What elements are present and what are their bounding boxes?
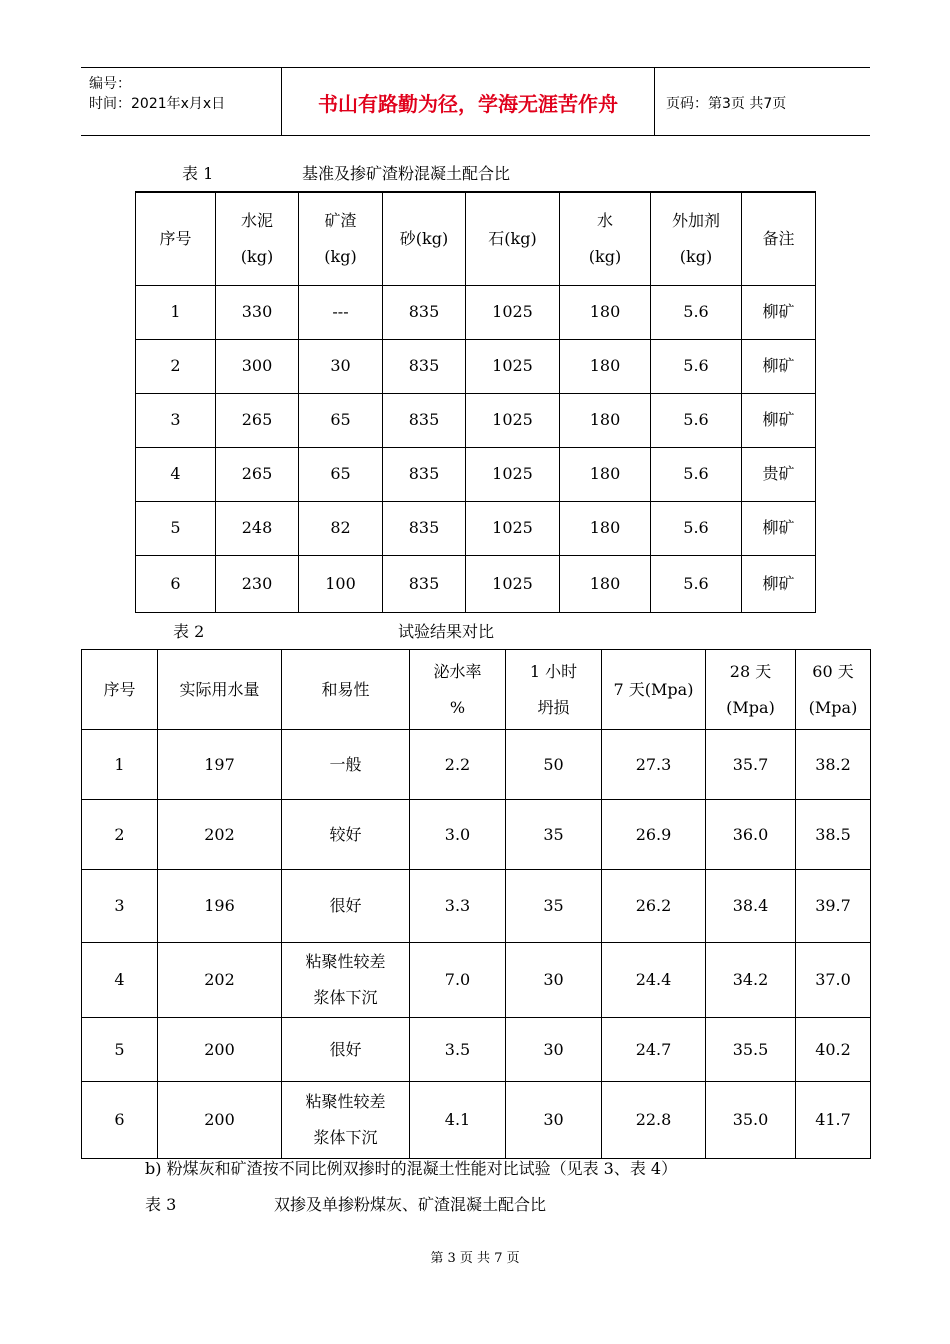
table-cell: 330 xyxy=(216,285,299,339)
table-cell-line: 3.5 xyxy=(444,1039,471,1059)
header-cell-line: 序号 xyxy=(159,228,192,248)
table-cell xyxy=(410,730,506,800)
table-cell xyxy=(706,800,796,870)
header-page-info: 页码：第3页 共7页 xyxy=(666,95,787,112)
table-cell: 835 xyxy=(383,339,466,393)
time-label: 时间：2021年x月x日 xyxy=(89,96,226,112)
header-cell-line: (kg) xyxy=(679,246,713,266)
table-cell-line: 3.0 xyxy=(444,824,471,844)
table-cell-line: 38.4 xyxy=(732,896,769,915)
table-cell: 柳矿 xyxy=(742,393,816,447)
header-cell xyxy=(299,192,383,285)
table-row xyxy=(136,447,816,501)
table-cell-line: 196 xyxy=(204,896,235,915)
table-cell-line: 41.7 xyxy=(815,1110,851,1129)
table-cell xyxy=(282,1018,410,1082)
table-cell: 1 xyxy=(136,285,216,339)
table-cell xyxy=(706,943,796,1018)
mix-proportion-table xyxy=(135,191,816,613)
header-cell-line: 1 小时 xyxy=(529,661,578,681)
table1-caption-title: 基准及掺矿渣粉混凝土配合比 xyxy=(302,164,511,183)
header-cell-line: 水 xyxy=(596,210,613,230)
header-cell xyxy=(651,192,742,285)
table-cell xyxy=(158,943,282,1018)
table-row xyxy=(136,555,816,612)
table-cell-line: 6 xyxy=(114,1110,125,1129)
table-cell xyxy=(282,943,410,1018)
table-cell xyxy=(282,800,410,870)
table-cell xyxy=(506,870,602,943)
table-cell: 4 xyxy=(136,447,216,501)
table-cell xyxy=(796,870,871,943)
header-cell-line: (kg) xyxy=(324,246,357,266)
table-cell: 65 xyxy=(299,393,383,447)
table-cell xyxy=(82,1082,158,1159)
table-cell xyxy=(706,1082,796,1159)
table-cell-line: 39.7 xyxy=(815,896,851,915)
table-row xyxy=(136,393,816,447)
table-cell: 5.6 xyxy=(651,339,742,393)
header-cell xyxy=(560,192,651,285)
header-cell-line: (kg) xyxy=(588,246,622,266)
table-cell: 180 xyxy=(560,447,651,501)
table-cell xyxy=(602,943,706,1018)
header-cell xyxy=(602,650,706,730)
table-cell-line: 5 xyxy=(114,1039,125,1059)
table-cell: 835 xyxy=(383,393,466,447)
table-cell xyxy=(602,1082,706,1159)
header-cell xyxy=(410,650,506,730)
table-cell-line: 2.2 xyxy=(444,754,471,774)
table-cell: 柳矿 xyxy=(742,339,816,393)
table-cell-line: 26.2 xyxy=(635,896,672,915)
table-cell xyxy=(796,800,871,870)
header-cell xyxy=(742,192,816,285)
table-cell: 30 xyxy=(299,339,383,393)
table-cell-line: 35 xyxy=(543,824,564,844)
header-cell-line: 28 天 xyxy=(729,661,772,681)
table-cell xyxy=(706,870,796,943)
table-cell: 835 xyxy=(383,555,466,612)
section-b-text: b) 粉煤灰和矿渣按不同比例双掺时的混凝土性能对比试验（见表 3、表 4） xyxy=(145,1159,678,1178)
table-cell: 柳矿 xyxy=(742,555,816,612)
header-cell-line: 备注 xyxy=(762,228,795,248)
table-cell-line: 38.5 xyxy=(815,824,851,844)
header-cell-line: 砂(kg) xyxy=(399,228,449,248)
table-row xyxy=(82,1082,871,1159)
page-header xyxy=(81,67,870,136)
table-cell-line: 35.0 xyxy=(732,1110,769,1129)
table2-caption-number: 表 2 xyxy=(173,622,205,641)
table-cell xyxy=(796,943,871,1018)
table-cell: 180 xyxy=(560,555,651,612)
table-cell xyxy=(282,870,410,943)
header-cell-line: 和易性 xyxy=(321,679,370,699)
header-cell-line: 矿渣 xyxy=(324,210,357,230)
table-cell-line: 50 xyxy=(543,754,564,774)
table-row xyxy=(136,501,816,555)
table-cell xyxy=(410,943,506,1018)
table-cell-line: 较好 xyxy=(329,824,362,844)
table-cell xyxy=(602,730,706,800)
table-cell: 1025 xyxy=(466,555,560,612)
header-cell-line: 坍损 xyxy=(537,697,570,717)
table-cell xyxy=(796,1082,871,1159)
table-cell xyxy=(706,730,796,800)
table-cell-line: 27.3 xyxy=(635,754,672,774)
table-cell-line: 35.5 xyxy=(732,1039,769,1059)
table-cell-line: 197 xyxy=(204,754,235,774)
table-row xyxy=(82,800,871,870)
table-cell: 5.6 xyxy=(651,447,742,501)
header-cell-line: (Mpa) xyxy=(726,697,775,717)
header-cell xyxy=(706,650,796,730)
table-cell-line: 浆体下沉 xyxy=(313,1128,378,1147)
table-cell: 5 xyxy=(136,501,216,555)
table-cell-line: 36.0 xyxy=(732,824,769,844)
page-footer: 第 3 页 共 7 页 xyxy=(430,1251,520,1266)
table-cell: 230 xyxy=(216,555,299,612)
number-label: 编号： xyxy=(89,76,131,92)
table-cell: 835 xyxy=(383,285,466,339)
table-cell-line: 35 xyxy=(543,896,564,915)
table-cell xyxy=(158,730,282,800)
table-cell-line: 38.2 xyxy=(815,754,851,774)
table-row xyxy=(82,943,871,1018)
table-cell xyxy=(602,1018,706,1082)
table-cell-line: 37.0 xyxy=(815,970,851,989)
table-cell-line: 30 xyxy=(543,1110,564,1129)
table-header-row xyxy=(136,192,816,285)
header-cell-line: 泌水率 xyxy=(433,661,482,681)
header-cell xyxy=(136,192,216,285)
table-cell xyxy=(82,870,158,943)
table-cell xyxy=(82,730,158,800)
header-cell xyxy=(466,192,560,285)
test-results-table xyxy=(81,649,871,1159)
table-cell-line: 浆体下沉 xyxy=(313,988,378,1007)
table-cell-line: 202 xyxy=(204,824,235,844)
table-cell: 300 xyxy=(216,339,299,393)
header-cell-line: 60 天 xyxy=(812,661,854,681)
table-cell xyxy=(158,870,282,943)
table-cell xyxy=(506,943,602,1018)
table-cell-line: 202 xyxy=(204,970,235,989)
table-cell xyxy=(706,1018,796,1082)
table-cell xyxy=(602,870,706,943)
table3-caption-title: 双掺及单掺粉煤灰、矿渣混凝土配合比 xyxy=(274,1195,547,1214)
table-cell: 180 xyxy=(560,339,651,393)
header-cell-line: 序号 xyxy=(103,679,136,699)
table-cell-line: 4 xyxy=(114,970,125,989)
table-cell xyxy=(82,1018,158,1082)
table-cell xyxy=(282,730,410,800)
table-cell: 5.6 xyxy=(651,501,742,555)
table-cell-line: 30 xyxy=(543,1039,564,1059)
table-cell xyxy=(158,1082,282,1159)
table-cell xyxy=(410,1082,506,1159)
table-cell: 82 xyxy=(299,501,383,555)
table-cell: 5.6 xyxy=(651,555,742,612)
table-cell-line: 22.8 xyxy=(635,1110,672,1129)
table-cell xyxy=(158,1018,282,1082)
table3-caption-number: 表 3 xyxy=(145,1195,177,1214)
table-cell: 248 xyxy=(216,501,299,555)
table-cell-line: 一般 xyxy=(329,754,362,774)
table-cell-line: 很好 xyxy=(329,896,362,915)
table-header-row xyxy=(82,650,871,730)
table-row xyxy=(136,339,816,393)
table-cell: 3 xyxy=(136,393,216,447)
table-cell xyxy=(158,800,282,870)
table-cell-line: 7.0 xyxy=(444,970,471,989)
table-cell-line: 3 xyxy=(114,896,125,915)
table-cell xyxy=(796,730,871,800)
table-cell xyxy=(506,800,602,870)
header-cell-line: 水泥 xyxy=(240,210,273,230)
header-motto: 书山有路勤为径，学海无涯苦作舟 xyxy=(318,92,618,116)
header-cell-line: 外加剂 xyxy=(671,210,720,230)
header-cell-line: 石(kg) xyxy=(488,228,537,248)
table-cell: 5.6 xyxy=(651,393,742,447)
table-cell: 180 xyxy=(560,501,651,555)
table-row xyxy=(82,870,871,943)
table-cell xyxy=(410,870,506,943)
table-cell-line: 200 xyxy=(204,1110,235,1129)
table-cell: 柳矿 xyxy=(742,285,816,339)
table-cell: 2 xyxy=(136,339,216,393)
table-row xyxy=(136,285,816,339)
table-cell: 贵矿 xyxy=(742,447,816,501)
table-cell-line: 35.7 xyxy=(732,754,769,774)
table-cell-line: 24.7 xyxy=(635,1039,672,1059)
header-cell-line: (kg) xyxy=(240,246,274,266)
header-cell xyxy=(796,650,871,730)
table-cell: 180 xyxy=(560,393,651,447)
table-cell-line: 200 xyxy=(204,1039,235,1059)
table2-caption-title: 试验结果对比 xyxy=(398,622,495,641)
table-cell-line: 4.1 xyxy=(444,1110,471,1129)
table1-caption-number: 表 1 xyxy=(182,164,214,183)
table-cell xyxy=(410,800,506,870)
table-cell: --- xyxy=(299,285,383,339)
table-cell: 1025 xyxy=(466,447,560,501)
table-cell-line: 24.4 xyxy=(635,970,672,989)
table-cell-line: 粘聚性较差 xyxy=(305,952,386,971)
table-row xyxy=(82,1018,871,1082)
table-cell xyxy=(506,730,602,800)
table-cell xyxy=(82,943,158,1018)
table-cell xyxy=(602,800,706,870)
table-cell: 1025 xyxy=(466,501,560,555)
header-cell xyxy=(383,192,466,285)
table-cell: 265 xyxy=(216,393,299,447)
header-cell xyxy=(282,650,410,730)
table-cell xyxy=(796,1018,871,1082)
table-cell-line: 40.2 xyxy=(815,1039,851,1059)
table-cell xyxy=(506,1018,602,1082)
table-row xyxy=(82,730,871,800)
table-cell xyxy=(410,1018,506,1082)
header-cell-line: 7 天(Mpa) xyxy=(613,679,694,699)
header-divider xyxy=(654,68,655,135)
table-cell-line: 粘聚性较差 xyxy=(305,1092,386,1111)
table-cell-line: 34.2 xyxy=(732,970,769,989)
table-cell-line: 1 xyxy=(114,754,125,774)
table-cell: 65 xyxy=(299,447,383,501)
table-cell-line: 26.9 xyxy=(635,824,672,844)
table-cell xyxy=(82,800,158,870)
table-cell: 100 xyxy=(299,555,383,612)
header-cell-line: 实际用水量 xyxy=(179,679,260,699)
table-cell: 6 xyxy=(136,555,216,612)
header-cell-line: % xyxy=(449,697,466,717)
table-cell: 265 xyxy=(216,447,299,501)
header-cell xyxy=(506,650,602,730)
header-meta xyxy=(89,74,225,114)
table-cell: 835 xyxy=(383,501,466,555)
table-cell-line: 30 xyxy=(543,970,564,989)
table-cell: 835 xyxy=(383,447,466,501)
table-cell xyxy=(282,1082,410,1159)
table-cell: 柳矿 xyxy=(742,501,816,555)
table-cell: 1025 xyxy=(466,285,560,339)
table-cell: 1025 xyxy=(466,339,560,393)
table-cell-line: 2 xyxy=(114,824,125,844)
header-cell xyxy=(158,650,282,730)
header-cell xyxy=(82,650,158,730)
table-cell: 180 xyxy=(560,285,651,339)
table-cell: 5.6 xyxy=(651,285,742,339)
table-cell-line: 3.3 xyxy=(444,896,471,915)
header-cell-line: (Mpa) xyxy=(808,697,858,717)
table-cell xyxy=(506,1082,602,1159)
header-cell xyxy=(216,192,299,285)
table-cell-line: 很好 xyxy=(329,1039,362,1059)
table-cell: 1025 xyxy=(466,393,560,447)
